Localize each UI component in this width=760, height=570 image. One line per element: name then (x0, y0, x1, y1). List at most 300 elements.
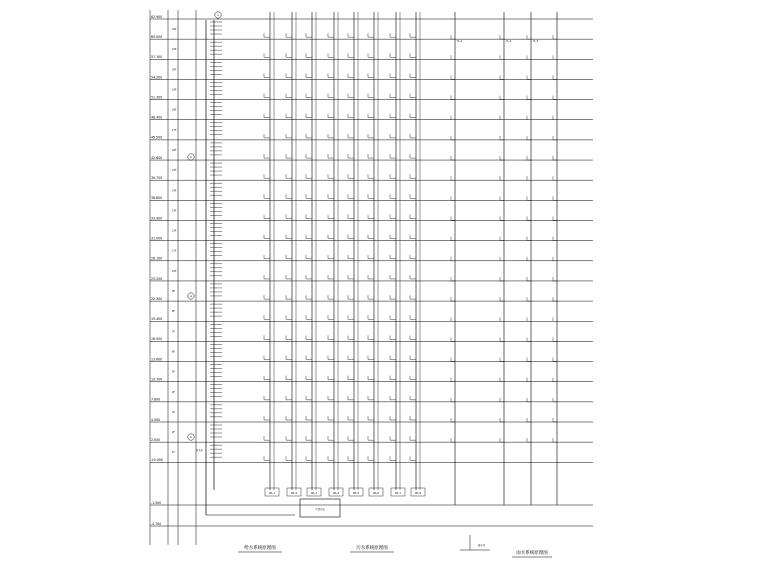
sewage-branch (368, 94, 374, 98)
rain-branch (553, 398, 557, 402)
rain-branch (451, 317, 455, 321)
floor-label: 16F (172, 148, 177, 152)
rain-branch (451, 337, 455, 341)
elevation-label: 54.200 (151, 75, 163, 80)
sewage-branch (286, 396, 292, 400)
elevation-label: 2.000 (151, 437, 161, 442)
sewage-branch (410, 94, 416, 98)
sewage-branch (306, 73, 312, 77)
sewage-branch (348, 194, 354, 198)
sewage-branch (410, 255, 416, 259)
rain-branch (500, 297, 504, 301)
floor-label: 20F (172, 68, 177, 72)
sewage-branch (306, 456, 312, 460)
sewage-branch (390, 416, 396, 420)
sewage-branch (368, 456, 374, 460)
sewage-branch (286, 255, 292, 259)
sewage-branch (348, 376, 354, 380)
rain-branch (553, 217, 557, 221)
elevation-label: 25.200 (151, 276, 163, 281)
sewage-branch (286, 154, 292, 158)
sewage-branch (368, 235, 374, 239)
sewage-branch (264, 275, 270, 279)
rain-riser-label: YL-2 (506, 40, 512, 43)
sewage-branch (390, 174, 396, 178)
rain-branch (553, 378, 557, 382)
sewage-branch (348, 154, 354, 158)
rain-branch (553, 237, 557, 241)
rain-branch (451, 358, 455, 362)
sewage-branch (368, 315, 374, 319)
floor-label: 12F (172, 229, 177, 233)
sewage-branch (306, 235, 312, 239)
sewage-riser-label: WL-3 (310, 492, 318, 495)
sewage-branch (286, 235, 292, 239)
sewage-branch (328, 376, 334, 380)
sewage-branch (328, 235, 334, 239)
sewage-branch (306, 315, 312, 319)
rain-branch (500, 156, 504, 160)
elevation-label: ±0.000 (151, 458, 163, 463)
sewage-branch (390, 235, 396, 239)
floor-label: 14F (172, 189, 177, 193)
rain-branch (553, 196, 557, 200)
sewage-branch (410, 436, 416, 440)
rain-branch (451, 297, 455, 301)
rain-branch (527, 398, 531, 402)
sewage-branch (328, 255, 334, 259)
rain-branch (451, 217, 455, 221)
sewage-branch (264, 436, 270, 440)
sewage-branch (390, 335, 396, 339)
sewage-branch (368, 255, 374, 259)
sewage-branch (410, 315, 416, 319)
sewage-branch (348, 315, 354, 319)
sewage-branch (368, 53, 374, 57)
rain-branch (527, 116, 531, 120)
rain-branch (553, 116, 557, 120)
sewage-branch (390, 194, 396, 198)
floor-label: 4F (172, 390, 175, 394)
sewage-branch (328, 174, 334, 178)
elevation-label: 31.000 (151, 236, 163, 241)
rain-branch (527, 176, 531, 180)
sewage-branch (348, 416, 354, 420)
sewage-branch (286, 356, 292, 360)
sewage-branch (368, 134, 374, 138)
sewage-branch (410, 356, 416, 360)
floor-label: 15F (172, 169, 177, 173)
sewage-branch (328, 33, 334, 37)
sewage-branch (264, 376, 270, 380)
sewage-branch (348, 114, 354, 118)
zone-marker: ③ (189, 295, 193, 299)
rain-riser-label: YL-3 (533, 40, 539, 43)
sewage-branch (390, 275, 396, 279)
sewage-riser-label: WL-2 (290, 492, 298, 495)
sewage-branch (286, 335, 292, 339)
sewage-branch (264, 134, 270, 138)
sewage-branch (410, 134, 416, 138)
sewage-branch (328, 73, 334, 77)
sewage-branch (410, 73, 416, 77)
sewage-branch (390, 215, 396, 219)
rain-branch (527, 35, 531, 39)
sewage-branch (328, 94, 334, 98)
zone-marker: ② (189, 156, 193, 160)
sewage-branch (348, 174, 354, 178)
sewage-branch (286, 134, 292, 138)
floor-label: 2F (172, 431, 175, 435)
sewage-branch (368, 114, 374, 118)
rain-branch (553, 277, 557, 281)
elevation-label: 51.300 (151, 95, 163, 100)
rain-branch (500, 35, 504, 39)
elevation-label: 60.000 (151, 34, 163, 39)
sewage-branch (286, 33, 292, 37)
sewage-branch (390, 33, 396, 37)
sewage-branch (410, 335, 416, 339)
sewage-branch (306, 335, 312, 339)
sewage-branch (306, 174, 312, 178)
floor-label: 7F (172, 330, 175, 334)
rain-branch (553, 358, 557, 362)
rain-branch (451, 55, 455, 59)
sewage-branch (390, 315, 396, 319)
sewage-branch (306, 356, 312, 360)
rain-branch (500, 378, 504, 382)
sewage-branch (328, 194, 334, 198)
rain-branch (451, 438, 455, 442)
rain-branch (451, 237, 455, 241)
sewage-branch (328, 215, 334, 219)
sewage-branch (264, 215, 270, 219)
sewage-branch (328, 335, 334, 339)
sewage-riser-label: WL-7 (394, 492, 402, 495)
rain-branch (451, 96, 455, 100)
sewage-branch (368, 356, 374, 360)
elevation-label: 16.500 (151, 337, 163, 342)
sewage-branch (306, 416, 312, 420)
floor-label: 19F (172, 88, 177, 92)
sewage-branch (264, 255, 270, 259)
elevation-labels (151, 12, 539, 526)
sewage-branch (410, 275, 416, 279)
rain-branch (451, 257, 455, 261)
floor-label: 18F (172, 108, 177, 112)
sewage-branch (390, 114, 396, 118)
elevation-label: 4.900 (151, 417, 161, 422)
sewage-branch (368, 335, 374, 339)
rain-branch (553, 35, 557, 39)
sewage-branch (264, 73, 270, 77)
elevation-label: 62.900 (151, 14, 163, 19)
sewage-branch (348, 436, 354, 440)
sewage-branch (410, 376, 416, 380)
sewage-branch (286, 194, 292, 198)
sewage-branch (286, 416, 292, 420)
sewage-branch (410, 396, 416, 400)
sewage-branch (328, 315, 334, 319)
sewage-branch (368, 215, 374, 219)
sewage-branch (264, 456, 270, 460)
elevation-label: 28.100 (151, 256, 163, 261)
sewage-branch (390, 376, 396, 380)
rain-branch (451, 35, 455, 39)
title-sewage: 污水系统原理图 (356, 546, 388, 551)
sewage-branch (348, 134, 354, 138)
sewage-branch (368, 33, 374, 37)
sewage-branch (286, 174, 292, 178)
floor-label: 6F (172, 350, 175, 354)
rain-branch (553, 297, 557, 301)
sewage-branch (410, 416, 416, 420)
rain-branch (451, 176, 455, 180)
rain-branch (500, 438, 504, 442)
floor-label: 8F (172, 310, 175, 314)
sewage-branch (286, 73, 292, 77)
elevation-label: 19.400 (151, 317, 163, 322)
sewage-branch (306, 255, 312, 259)
rain-branch (553, 317, 557, 321)
rain-riser-label: YL-1 (457, 40, 463, 43)
elevation-label: 33.900 (151, 216, 163, 221)
sewage-branch (368, 174, 374, 178)
sewage-branch (264, 33, 270, 37)
rain-branch (500, 398, 504, 402)
rain-branch (500, 317, 504, 321)
sewage-riser-label: WL-8 (414, 492, 422, 495)
sewage-branch (306, 33, 312, 37)
sewage-branch (390, 53, 396, 57)
sewage-branch (286, 53, 292, 57)
sewage-branch (264, 356, 270, 360)
title-water-supply: 给水系统原理图 (244, 546, 276, 551)
sewage-branch (348, 275, 354, 279)
sewage-branch (306, 376, 312, 380)
sewage-branch (264, 295, 270, 299)
sewage-branch (286, 114, 292, 118)
rain-branch (451, 277, 455, 281)
sewage-branch (348, 255, 354, 259)
rain-branch (553, 257, 557, 261)
rain-branch (553, 75, 557, 79)
floor-label: 9F (172, 290, 175, 294)
sewage-branch (390, 134, 396, 138)
rain-branch (553, 337, 557, 341)
sewage-branch (306, 94, 312, 98)
rain-branch (451, 378, 455, 382)
rain-branch (451, 136, 455, 140)
rain-branch (527, 217, 531, 221)
rain-branch (527, 317, 531, 321)
sewage-branch (286, 275, 292, 279)
sewage-branch (368, 194, 374, 198)
sewage-branch (264, 396, 270, 400)
sewage-branch (410, 194, 416, 198)
sewage-branch (264, 174, 270, 178)
sewage-branch (348, 73, 354, 77)
rain-branch (451, 418, 455, 422)
sewage-branch (328, 295, 334, 299)
rain-branch (451, 116, 455, 120)
sewage-branch (348, 235, 354, 239)
sewage-branch (286, 436, 292, 440)
sewage-branch (286, 315, 292, 319)
floor-label: 17F (172, 128, 177, 132)
floor-label: 13F (172, 209, 177, 213)
sewage-riser-label: WL-4 (332, 492, 340, 495)
sewage-branch (390, 73, 396, 77)
elevation-label: 22.300 (151, 296, 163, 301)
sewage-branch (368, 396, 374, 400)
sewage-branch (390, 436, 396, 440)
sewage-branch (264, 114, 270, 118)
sewage-branch (328, 356, 334, 360)
sewage-branch (328, 154, 334, 158)
floor-label: 3F (172, 410, 175, 414)
sewage-branch (390, 456, 396, 460)
sewage-branch (410, 235, 416, 239)
sewage-riser-label: WL-1 (268, 492, 276, 495)
sewage-branch (264, 94, 270, 98)
rain-branch (500, 217, 504, 221)
sewage-branch (390, 255, 396, 259)
sewage-branch (410, 215, 416, 219)
rain-branch (500, 257, 504, 261)
rain-branch (527, 75, 531, 79)
sewage-branch (348, 335, 354, 339)
sewage-branch (306, 215, 312, 219)
rain-branch (527, 136, 531, 140)
sewage-branch (368, 154, 374, 158)
sewage-branch (368, 275, 374, 279)
rain-branch (553, 156, 557, 160)
note-drain-channel: 排水沟 (478, 544, 486, 547)
sewage-branch (328, 114, 334, 118)
elevation-label: 42.600 (151, 155, 163, 160)
sewage-branch (390, 94, 396, 98)
sewage-branch (306, 275, 312, 279)
floor-label: 5F (172, 370, 175, 374)
rain-branch (500, 358, 504, 362)
rain-branch (500, 337, 504, 341)
sewage-branch (328, 456, 334, 460)
rain-branch (500, 237, 504, 241)
elevation-label: -4.700 (151, 521, 162, 526)
sewage-branch (348, 295, 354, 299)
sewage-branch (368, 73, 374, 77)
sewage-branch (306, 396, 312, 400)
sewage-branch (264, 416, 270, 420)
sewage-branch (264, 235, 270, 239)
sewage-branch (348, 396, 354, 400)
rain-branch (451, 398, 455, 402)
sewage-branch (410, 53, 416, 57)
elevation-label: 10.700 (151, 377, 163, 382)
sewage-branch (410, 114, 416, 118)
sewage-branch (306, 53, 312, 57)
sewage-branch (410, 33, 416, 37)
rain-branch (527, 358, 531, 362)
sewage-branch (264, 335, 270, 339)
sewage-branch (264, 315, 270, 319)
sewage-branch (328, 416, 334, 420)
sewage-branch (328, 134, 334, 138)
sewage-branch (286, 215, 292, 219)
rain-branch (527, 337, 531, 341)
sewage-branch (328, 396, 334, 400)
sewage-branch (306, 134, 312, 138)
sewage-branch (348, 456, 354, 460)
rain-branch (553, 418, 557, 422)
sewage-branch (368, 416, 374, 420)
sewage-branch (390, 356, 396, 360)
sewage-branch (264, 154, 270, 158)
sewage-branch (348, 94, 354, 98)
sewage-branch (348, 33, 354, 37)
rain-branch (527, 196, 531, 200)
rain-branch (500, 75, 504, 79)
sewage-branch (368, 436, 374, 440)
sewage-branch (410, 456, 416, 460)
sewage-branch (348, 356, 354, 360)
elevation-label: 45.500 (151, 135, 163, 140)
rain-branch (500, 418, 504, 422)
rain-branch (527, 418, 531, 422)
rain-branch (527, 297, 531, 301)
rain-branch (553, 55, 557, 59)
sewage-branch (390, 154, 396, 158)
rain-branch (553, 438, 557, 442)
sewage-branch (410, 295, 416, 299)
sewage-branch (390, 396, 396, 400)
rain-branch (500, 136, 504, 140)
rain-branch (527, 438, 531, 442)
zone-marker: ④ (189, 436, 193, 440)
rain-branch (500, 176, 504, 180)
rain-branch (500, 96, 504, 100)
sewage-branch (286, 376, 292, 380)
elevation-label: 57.100 (151, 55, 163, 60)
sewage-branch (306, 295, 312, 299)
floor-label: 10F (172, 269, 177, 273)
elevation-label: 48.400 (151, 115, 163, 120)
sewage-branch (410, 174, 416, 178)
sewage-branch (328, 53, 334, 57)
note-water-source: 自来水 (196, 449, 204, 452)
sewage-branch (410, 154, 416, 158)
elevation-label: 7.800 (151, 397, 161, 402)
sewage-branch (306, 436, 312, 440)
sewage-branch (306, 114, 312, 118)
floor-label: 22F (172, 28, 177, 32)
water-tank-label: 生活水池 (315, 508, 325, 511)
rain-branch (553, 176, 557, 180)
elevation-label: 39.700 (151, 176, 163, 180)
rain-branch (451, 75, 455, 79)
sewage-branch (368, 376, 374, 380)
rain-branch (500, 116, 504, 120)
rain-branch (451, 196, 455, 200)
sewage-branch (348, 215, 354, 219)
elevation-label: 36.800 (151, 196, 163, 201)
rain-branch (527, 277, 531, 281)
rain-branch (553, 136, 557, 140)
rain-branch (500, 277, 504, 281)
sewage-branch (286, 94, 292, 98)
rain-branch (500, 196, 504, 200)
